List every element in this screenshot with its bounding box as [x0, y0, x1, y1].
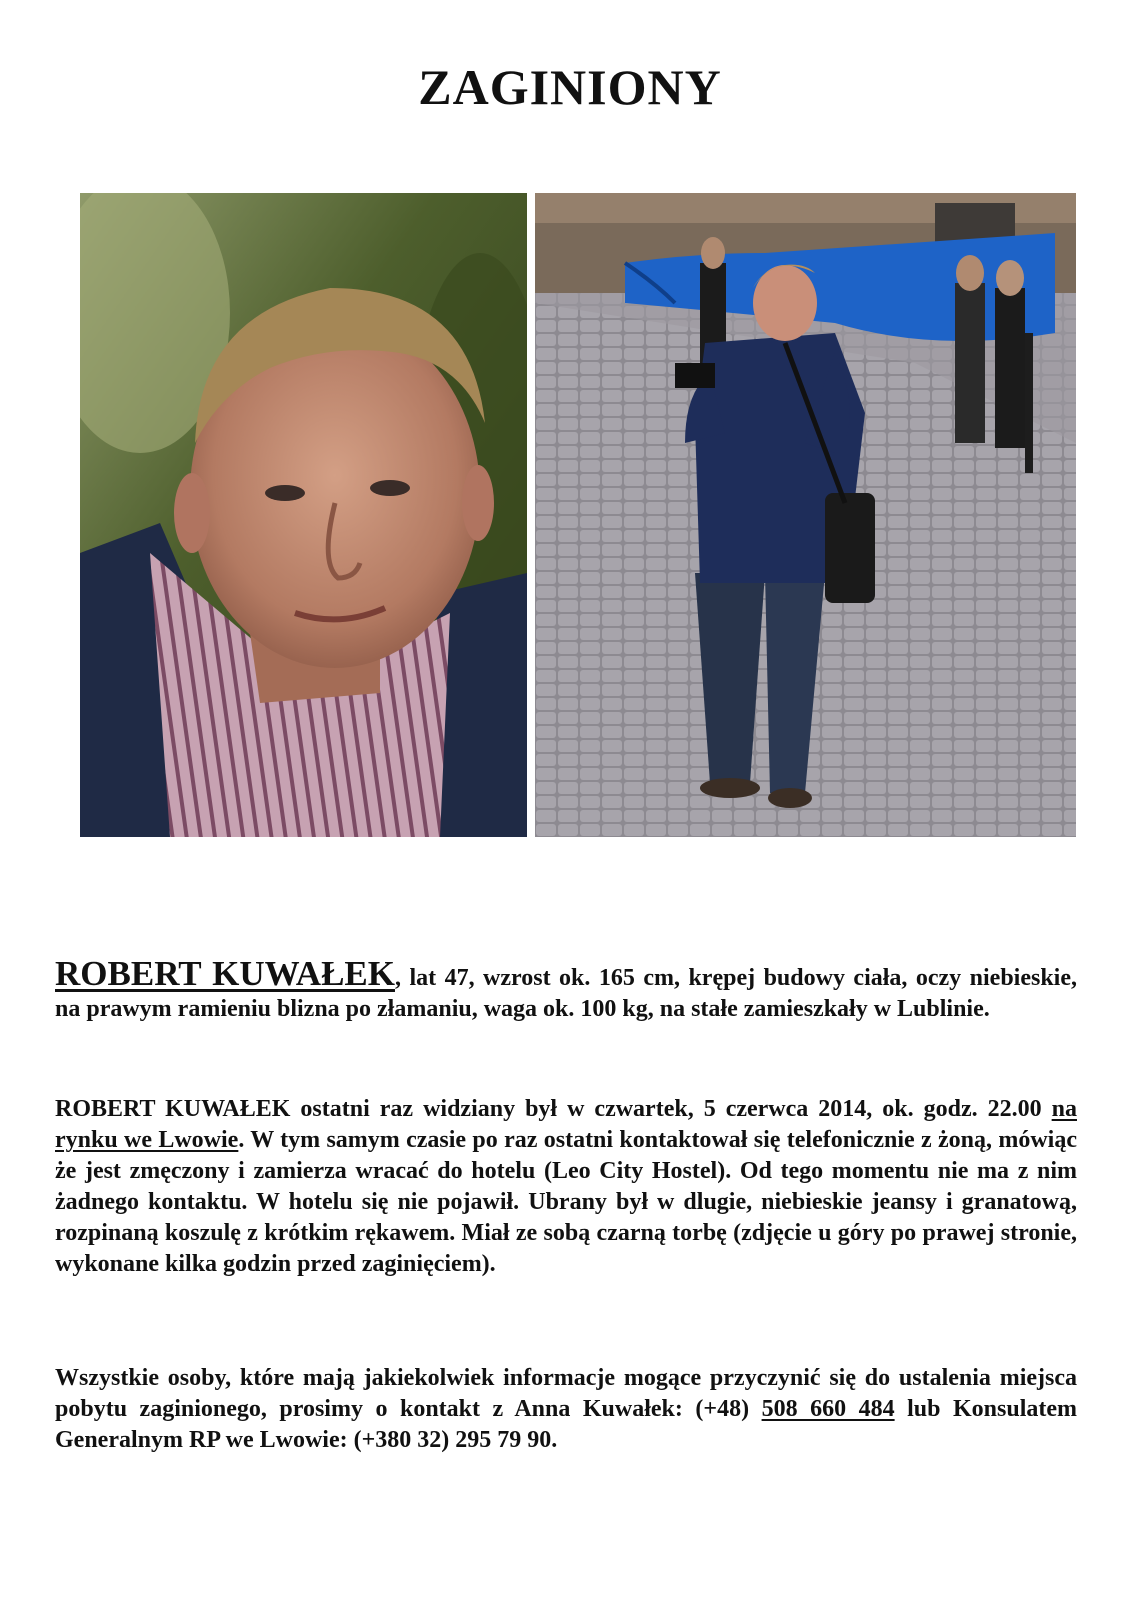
last-seen-text-end: . W tym samym czasie po raz ostatni kontaktował się telefonicznie z żoną, mówiąc że jest zmęczony i zamierza wracać do hotelu (Leo City Hostel). Od tego momentu nie ma z nim żadnego kontaktu. W hotelu się nie pojawił. Ubrany był w dlugie, niebieskie jeansy i granatową, rozpinaną koszulę z krótkim rękawem. Miał ze sobą czarną torbę (zdjęcie u góry po prawej stronie, wykonane kilka godzin przed zaginięciem).: [55, 1127, 1078, 1277]
street-photo: [535, 193, 1076, 837]
last-seen-text-start: ROBERT KUWAŁEK ostatni raz widziany był w czwartek, 5 czerwca 2014, ok. godz. 22.00: [55, 1096, 1052, 1122]
portrait-photo-image: [80, 193, 527, 837]
description-text: , lat 47, wzrost ok. 165 cm, krępej budowy ciała, oczy niebieskie, na prawym ramieniu blizna po złamaniu, waga ok. 100 kg, na stałe zamieszkały w Lublinie.: [55, 965, 1077, 1022]
last-seen-place: na rynku we Lwowie: [55, 1096, 1077, 1153]
street-photo-image: [535, 193, 1076, 837]
contact-phone[interactable]: 508 660 484: [761, 1396, 895, 1422]
portrait-photo: [80, 193, 527, 837]
contact-paragraph: [55, 1363, 1077, 1456]
contact-text-start: Wszystkie osoby, które mają jakiekolwiek informacje mogące przyczynić się do ustalenia miejsca pobytu zaginionego, prosimy o kontakt z Anna Kuwałek: (+48): [55, 1365, 1077, 1422]
contact-text-end: lub Konsulatem Generalnym RP we Lwowie: (+380 32) 295 79 90.: [55, 1396, 1077, 1453]
description-paragraph: [55, 954, 1077, 1025]
poster-title: ZAGINIONY: [418, 59, 722, 115]
last-seen-paragraph: [55, 1094, 1077, 1280]
missing-person-name: ROBERT KUWAŁEK: [55, 954, 395, 993]
